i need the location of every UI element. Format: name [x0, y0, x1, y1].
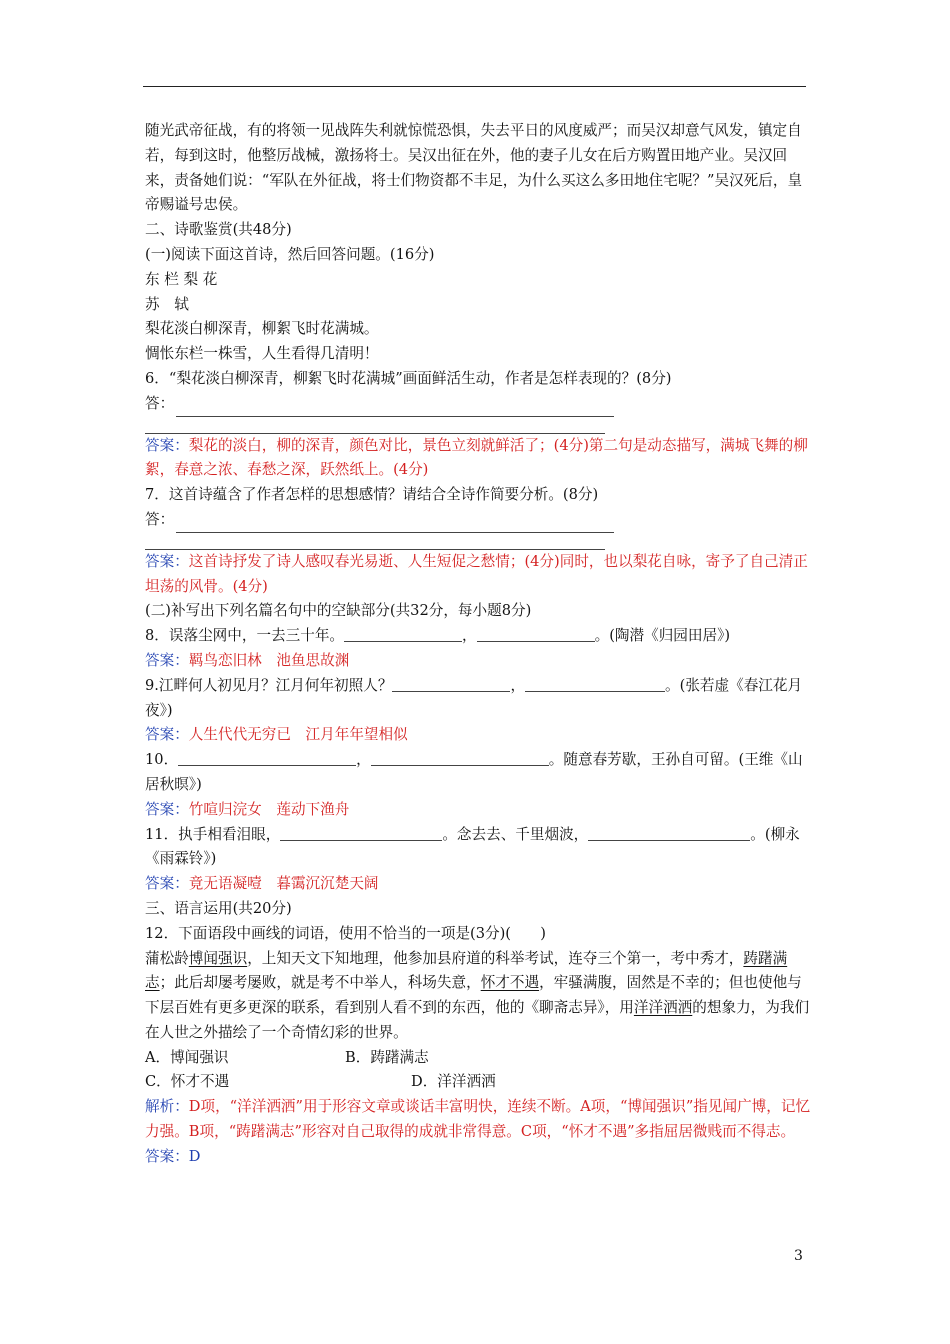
answer-12 [145, 1145, 813, 1170]
poem-line-1: 梨花淡白柳深青，柳絮飞时花满城。 [145, 320, 379, 338]
answer-label: 答案： [145, 875, 189, 893]
fill-blank [371, 751, 549, 766]
question-text: 11．执手相看泪眼， [145, 825, 281, 843]
answer-text: 竟无语凝噎 暮霭沉沉楚天阔 [188, 875, 379, 893]
answer-text: 人生代代无穷已 江月年年望相似 [188, 726, 408, 744]
options-row-2 [145, 1070, 813, 1095]
fill-blank [392, 677, 510, 692]
answer-7 [145, 550, 813, 600]
page-content [145, 119, 813, 1170]
question-10 [145, 748, 813, 798]
answer-label: 答案： [145, 651, 189, 669]
answer-line-6 [145, 392, 813, 417]
option-d: D．洋洋洒洒 [411, 1073, 496, 1091]
question-text: 。(陶潜《归园田居》) [594, 627, 731, 645]
question-text: 。(张若虚《春江花月夜》) [145, 676, 803, 719]
answer-label: 答案： [145, 1147, 189, 1165]
question-text: ， [356, 751, 371, 769]
underlined-term: 踌躇满志 [145, 949, 788, 992]
passage-text: ，牢骚满腹，固然是不幸的；但也使他与下层百姓有更多更深的联系，看到别人看不到的东西，他的《聊斋志异》，用 [145, 974, 802, 1017]
question-text: 。念去去、千里烟波， [442, 825, 589, 843]
section-heading-language: 三、语言运用(共20分) [145, 899, 292, 917]
poem-title: 东 栏 梨 花 [145, 270, 218, 288]
answer-label: 答案： [145, 552, 189, 570]
question-text: 10． [145, 751, 179, 769]
fill-blank [525, 677, 665, 692]
question-text: ， [462, 627, 477, 645]
passage-text: ；此后却屡考屡败，就是考不中举人，科场失意， [159, 974, 481, 992]
subsection-heading-poem: (一)阅读下面这首诗，然后回答问题。(16分) [145, 245, 435, 263]
answer-blank [176, 516, 614, 533]
answer-blank-line [145, 417, 605, 434]
answer-label: 答案： [145, 800, 189, 818]
answer-label: 答案： [145, 726, 189, 744]
underlined-term: 博闻强识 [188, 949, 248, 967]
intro-paragraph: 随光武帝征战，有的将领一见战阵失利就惊慌恐惧，失去平日的风度威严；而吴汉却意气风发，镇定自若，每到这时，他整厉战械，激扬将士。吴汉出征在外，他的妻子儿女在后方购置田地产业。吴汉回来，责备她们说：“军队在外征战，将士们物资都不丰足，为什么买这么多田地住宅呢？”吴汉死后，皇帝赐谥号忠侯。 [145, 122, 803, 214]
page-number: 3 [794, 1248, 803, 1264]
answer-prefix: 答： [145, 394, 175, 412]
analysis-12 [145, 1095, 813, 1145]
question-12-passage [145, 947, 813, 1046]
poem-line-2: 惆怅东栏一株雪，人生看得几清明！ [145, 345, 379, 363]
question-11 [145, 823, 813, 873]
option-a: A．博闻强识 [145, 1048, 229, 1066]
answer-blank [176, 400, 614, 417]
answer-text: 梨花的淡白，柳的深青，颜色对比，景色立刻就鲜活了；(4分)第二句是动态描写，满城飞舞的柳絮，春意之浓、春愁之深，跃然纸上。(4分) [145, 436, 808, 479]
analysis-label: 解析： [145, 1098, 189, 1116]
answer-text: 竹喧归浣女 莲动下渔舟 [188, 800, 350, 818]
answer-text: 这首诗抒发了诗人感叹春光易逝、人生短促之愁情；(4分)同时，也以梨花自咏，寄予了自己清正坦荡的风骨。(4分) [145, 552, 808, 595]
question-text: 。随意春芳歇，王孙自可留。(王维《山居秋暝》) [145, 751, 803, 793]
answer-6 [145, 434, 813, 484]
answer-prefix: 答： [145, 510, 175, 528]
answer-text: D [188, 1147, 201, 1165]
section-heading-poetry: 二、诗歌鉴赏(共48分) [145, 221, 292, 239]
fill-blank [344, 627, 462, 642]
question-text: 9.江畔何人初见月？江月何年初照人？ [145, 676, 393, 694]
answer-blank-line [145, 533, 605, 550]
question-9 [145, 674, 813, 724]
question-6: 6．“梨花淡白柳深青，柳絮飞时花满城”画面鲜活生动，作者是怎样表现的？(8分) [145, 369, 672, 387]
passage-text: 的想象力，为我们在人世之外描绘了一个奇情幻彩的世界。 [145, 999, 810, 1041]
question-12: 12．下面语段中画线的词语，使用不恰当的一项是(3分)( ) [145, 924, 546, 942]
answer-9 [145, 723, 813, 748]
question-8 [145, 624, 813, 649]
question-7: 7．这首诗蕴含了作者怎样的思想感情？请结合全诗作简要分析。(8分) [145, 486, 599, 504]
answer-text: 羁鸟恋旧林 池鱼思故渊 [188, 651, 350, 669]
question-text: ， [510, 676, 526, 694]
fill-blank [178, 751, 356, 766]
answer-8 [145, 649, 813, 674]
fill-blank [477, 627, 595, 642]
question-text: 。(柳永《雨霖铃》) [145, 825, 800, 868]
subsection-heading-fill: (二)补写出下列名篇名句中的空缺部分(共32分，每小题8分) [145, 602, 532, 620]
fill-blank [280, 826, 442, 841]
poem-author: 苏 轼 [145, 295, 189, 313]
answer-label: 答案： [145, 436, 189, 454]
answer-10 [145, 798, 813, 823]
passage-text: ，上知天文下知地理，他参加县府道的科举考试，连夺三个第一，考中秀才， [247, 949, 744, 967]
underlined-term: 怀才不遇 [480, 974, 540, 992]
header-rule [143, 86, 806, 87]
underlined-term: 洋洋洒洒 [633, 999, 693, 1017]
fill-blank [588, 826, 750, 841]
option-c: C．怀才不遇 [145, 1073, 230, 1091]
answer-line-7 [145, 508, 813, 533]
analysis-text: D项，“洋洋洒洒”用于形容文章或谈话丰富明快，连续不断。A项，“博闻强识”指见闻广博，记忆力强。B项，“踌躇满志”形容对自己取得的成就非常得意。C项，“怀才不遇”多指屈居微贱而不得志。 [145, 1098, 811, 1141]
options-row-1 [145, 1046, 813, 1071]
passage-text: 蒲松龄 [145, 949, 189, 967]
answer-11 [145, 872, 813, 897]
option-b: B．踌躇满志 [345, 1048, 429, 1066]
question-text: 8．误落尘网中，一去三十年。 [145, 627, 345, 645]
